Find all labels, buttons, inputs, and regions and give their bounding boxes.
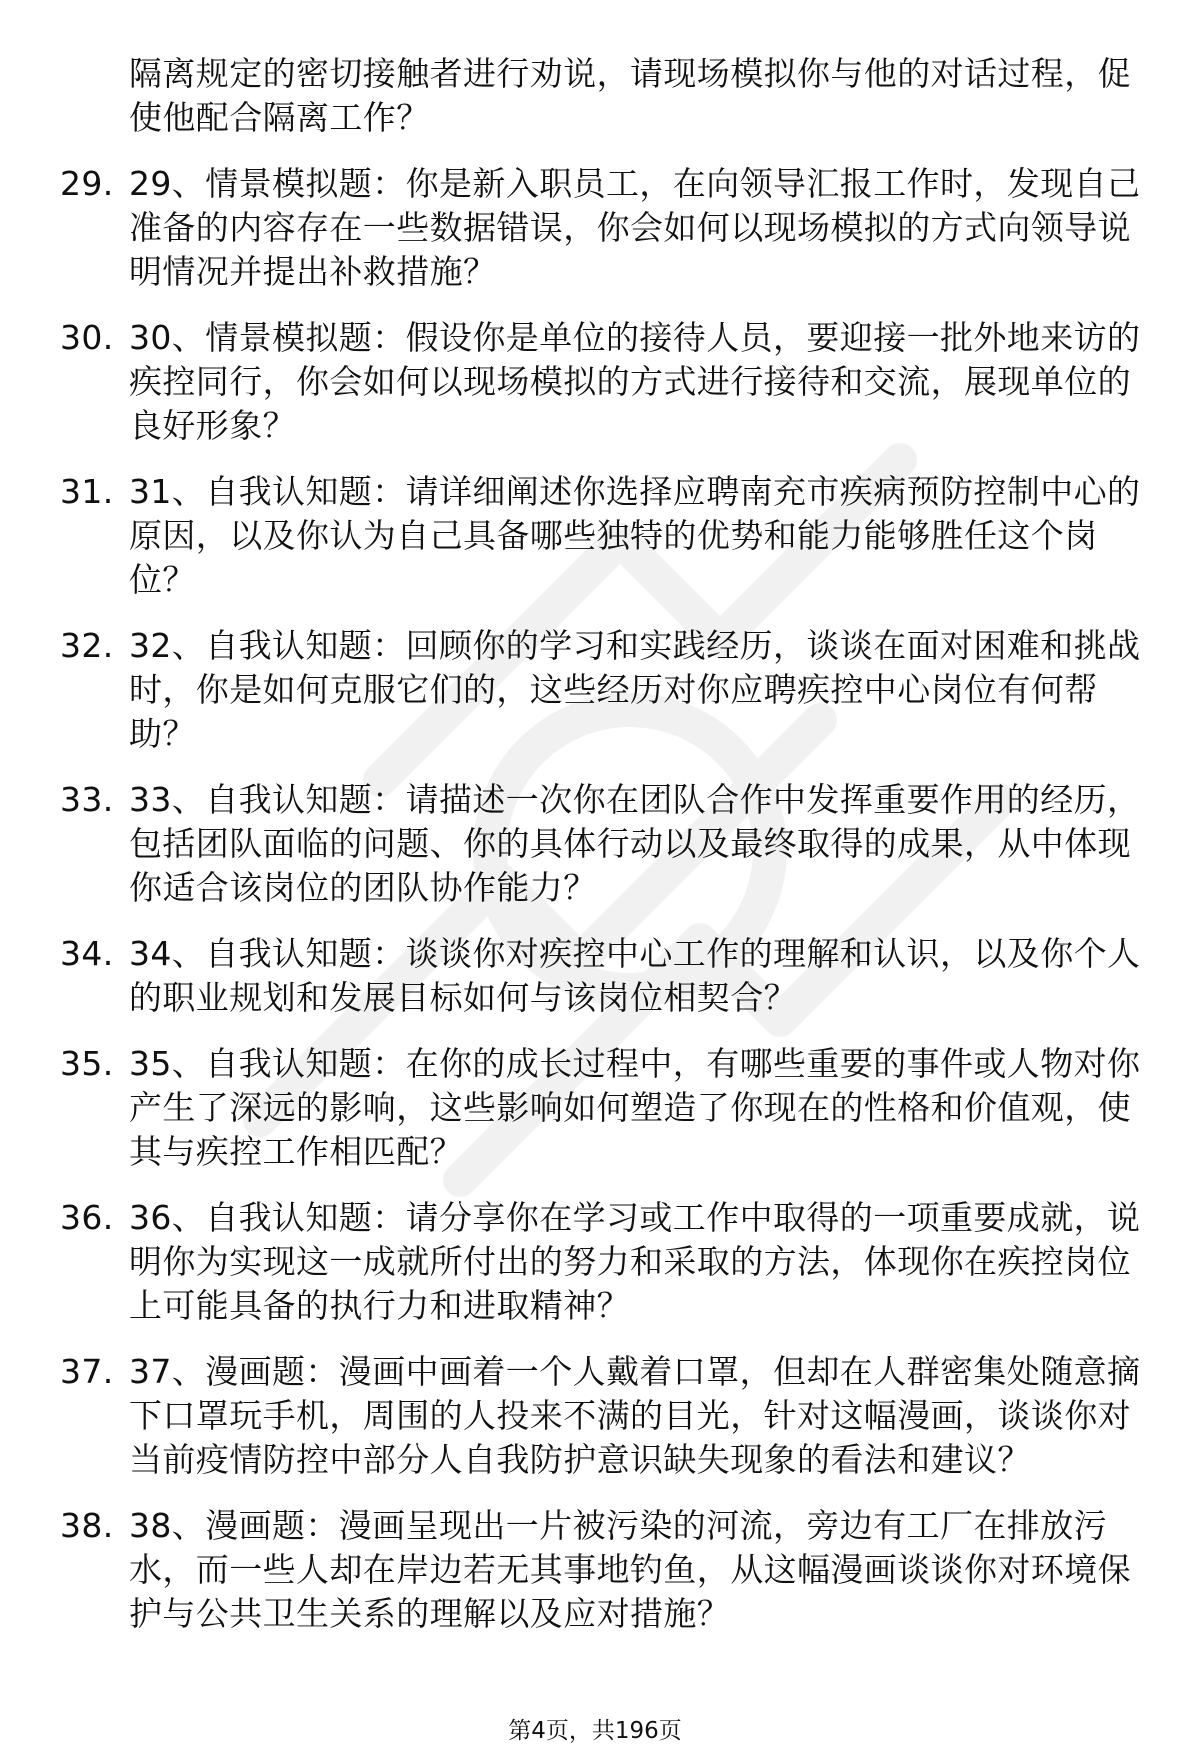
question-text: 35、自我认知题：在你的成长过程中，有哪些重要的事件或人物对你产生了深远的影响，这些影响如何塑造了你现在的性格和价值观，使其与疾控工作相匹配？ [129,1044,1141,1171]
question-text: 29、情景模拟题：你是新入职员工，在向领导汇报工作时，发现自己准备的内容存在一些数据错误，你会如何以现场模拟的方式向领导说明情况并提出补救措施？ [129,164,1141,291]
question-item [60,778,1150,910]
question-number: 29. [60,164,114,203]
question-item [60,624,1150,756]
question-text: 32、自我认知题：回顾你的学习和实践经历，谈谈在面对困难和挑战时，你是如何克服它们的，这些经历对你应聘疾控中心岗位有何帮助？ [129,626,1141,753]
question-text: 30、情景模拟题：假设你是单位的接待人员，要迎接一批外地来访的疾控同行，你会如何以现场模拟的方式进行接待和交流，展现单位的良好形象？ [129,318,1141,445]
question-item [60,1196,1150,1328]
question-number: 30. [60,318,114,357]
question-text: 33、自我认知题：请描述一次你在团队合作中发挥重要作用的经历，包括团队面临的问题、你的具体行动以及最终取得的成果，从中体现你适合该岗位的团队协作能力？ [129,780,1141,907]
question-item [60,1042,1150,1174]
question-item [60,316,1150,448]
question-number: 32. [60,626,114,665]
question-number: 35. [60,1044,114,1083]
question-text: 31、自我认知题：请详细阐述你选择应聘南充市疾病预防控制中心的原因，以及你认为自己具备哪些独特的优势和能力能够胜任这个岗位？ [129,472,1141,599]
question-text: 37、漫画题：漫画中画着一个人戴着口罩，但却在人群密集处随意摘下口罩玩手机，周围的人投来不满的目光，针对这幅漫画，谈谈你对当前疫情防控中部分人自我防护意识缺失现象的看法和建议？ [129,1352,1141,1479]
question-item [60,932,1150,1020]
question-number: 37. [60,1352,114,1391]
question-item [60,1504,1150,1636]
question-number: 33. [60,780,114,819]
question-number: 31. [60,472,114,511]
continued-question-text: 隔离规定的密切接触者进行劝说，请现场模拟你与他的对话过程，促使他配合隔离工作？ [129,54,1131,137]
page-footer: 第4页，共196页 [508,1718,682,1744]
document-content [60,52,1150,1658]
question-number: 34. [60,934,114,973]
question-item [60,162,1150,294]
question-item [60,470,1150,602]
question-list [60,162,1150,1636]
question-item [60,1350,1150,1482]
question-number: 36. [60,1198,114,1237]
question-text: 38、漫画题：漫画呈现出一片被污染的河流，旁边有工厂在排放污水，而一些人却在岸边若无其事地钓鱼，从这幅漫画谈谈你对环境保护与公共卫生关系的理解以及应对措施？ [129,1506,1131,1633]
question-text: 34、自我认知题：谈谈你对疾控中心工作的理解和认识，以及你个人的职业规划和发展目标如何与该岗位相契合？ [129,934,1141,1017]
question-number: 38. [60,1506,114,1545]
question-text: 36、自我认知题：请分享你在学习或工作中取得的一项重要成就，说明你为实现这一成就所付出的努力和采取的方法，体现你在疾控岗位上可能具备的执行力和进取精神？ [129,1198,1141,1325]
